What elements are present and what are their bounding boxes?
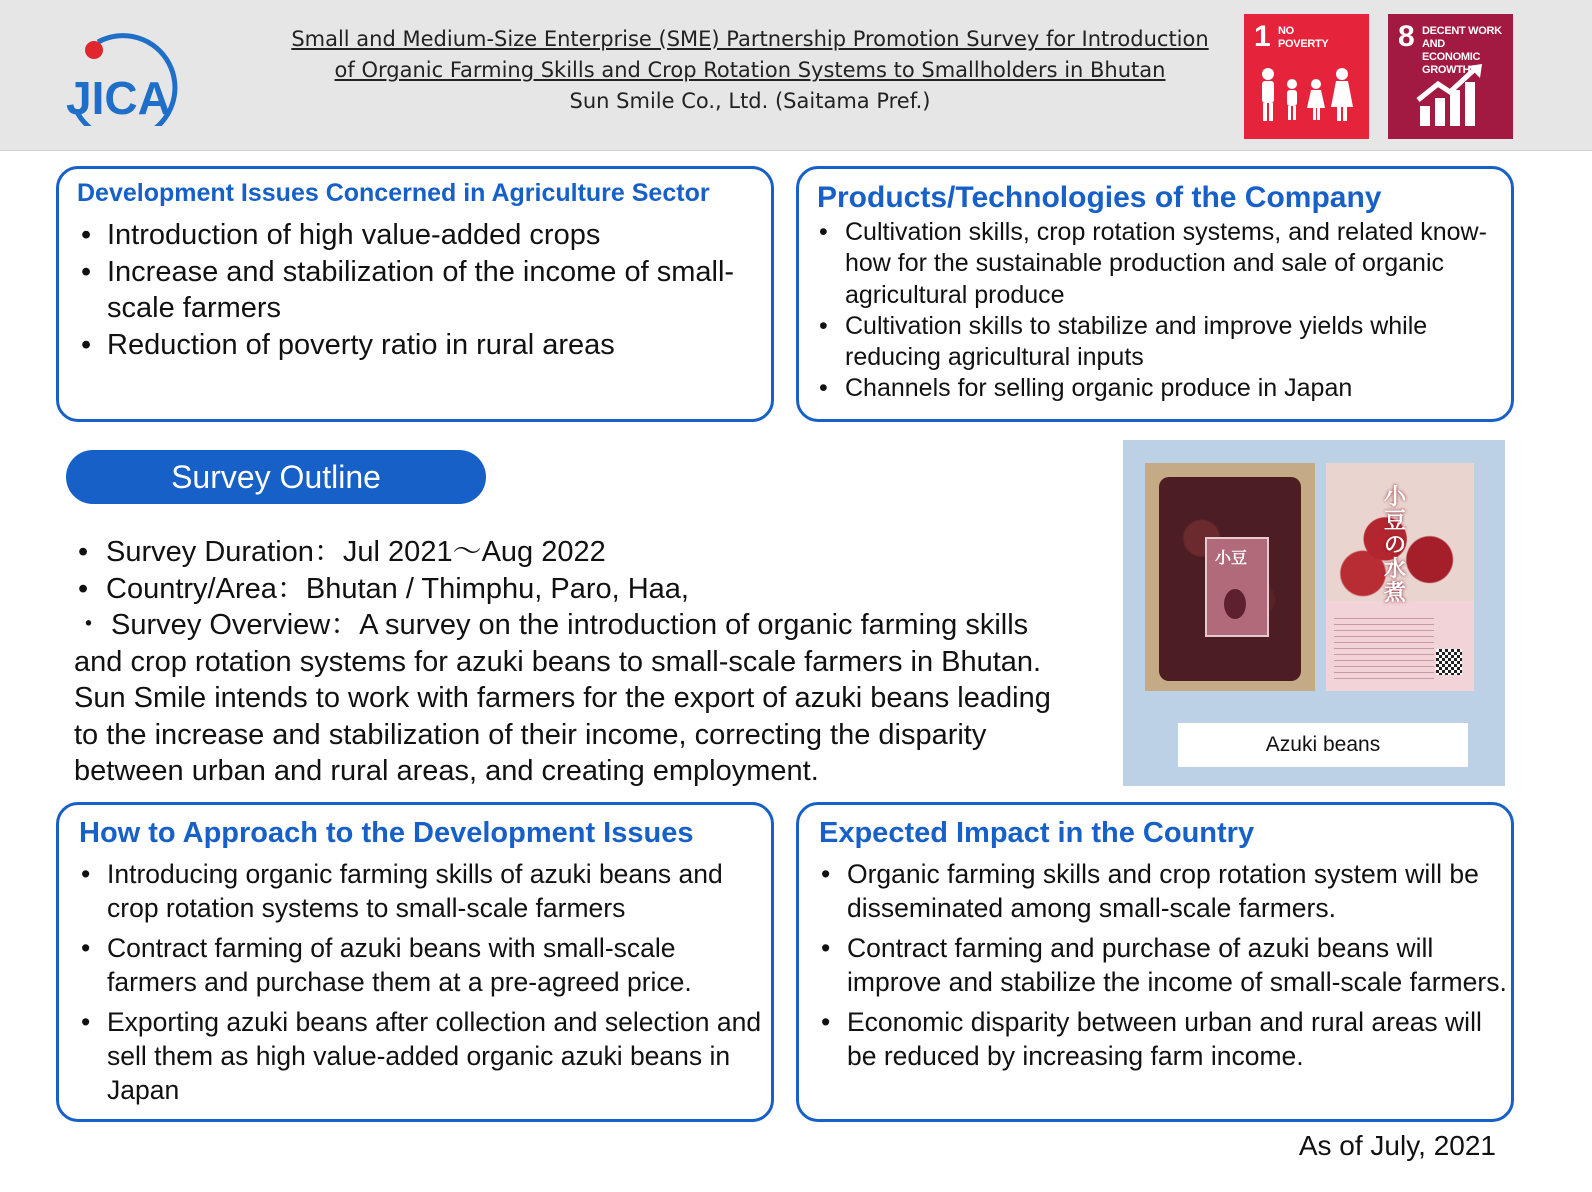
logo-text: JICA — [66, 72, 171, 124]
list-item: • Channels for selling organic produce in Japan — [815, 373, 1495, 404]
survey-overview: ・ Survey Overview：A survey on the introduction of organic farming skills and crop rotation systems for azuki beans to small-scale farmers in Bhutan. Sun Smile intends to work with farmers for the export of azuki beans leading to the increase and stabilization of their income, correcting the disparity between urban and rural areas, and creating employment. — [74, 609, 1051, 787]
as-of-date: As of July, 2021 — [1298, 1130, 1496, 1161]
sdg-goal-1-badge — [1244, 14, 1369, 139]
company-name: Sun Smile Co., Ltd. (Saitama Pref.) — [569, 89, 931, 113]
products-title: Products/Technologies of the Company — [817, 181, 1382, 214]
development-issues-panel — [56, 166, 774, 422]
products-list — [815, 217, 1495, 405]
list-item: • Cultivation skills to stabilize and improve yields while reducing agricultural inputs — [815, 311, 1495, 374]
qr-code-icon — [1436, 649, 1462, 675]
list-item: • Contract farming and purchase of azuki beans will improve and stabilize the income of small-scale farmers. — [817, 931, 1507, 999]
sdg-label: NO POVERTY — [1278, 25, 1329, 50]
list-item: • Introduction of high value-added crops — [77, 217, 757, 254]
list-item: • Economic disparity between urban and rural areas will be reduced by increasing farm income. — [817, 1005, 1507, 1073]
list-item: • Reduction of poverty ratio in rural areas — [77, 327, 757, 364]
approach-panel — [56, 802, 774, 1122]
approach-title: How to Approach to the Development Issues — [79, 817, 694, 849]
survey-country: • Country/Area：Bhutan / Thimphu, Paro, Haa, — [74, 571, 1074, 608]
azuki-bag-image — [1145, 463, 1315, 691]
list-item: • Exporting azuki beans after collection and selection and sell them as high value-added organic azuki beans in Japan — [77, 1005, 767, 1107]
jica-logo — [58, 22, 190, 126]
list-item: • Organic farming skills and crop rotation system will be disseminated among small-scale farmers. — [817, 857, 1507, 925]
title-line-2: of Organic Farming Skills and Crop Rotation Systems to Smallholders in Bhutan — [334, 58, 1166, 82]
expected-impact-panel — [796, 802, 1514, 1122]
list-item: • Contract farming of azuki beans with small-scale farmers and purchase them at a pre-agreed price. — [77, 931, 767, 999]
list-item: • Increase and stabilization of the income of small-scale farmers — [77, 254, 757, 327]
list-item: • Cultivation skills, crop rotation systems, and related know-how for the sustainable production and sale of organic agricultural produce — [815, 217, 1495, 311]
header-banner — [0, 0, 1592, 151]
survey-outline-body — [74, 534, 1074, 790]
card-title-text: 小豆の水煮 — [1384, 484, 1407, 605]
sdg-goal-8-badge — [1388, 14, 1513, 139]
family-icon — [1254, 60, 1359, 130]
sdg-number: 1 — [1254, 20, 1271, 53]
azuki-photo-panel — [1123, 440, 1505, 786]
page-title — [255, 24, 1245, 117]
products-technologies-panel — [796, 166, 1514, 422]
sdg-number: 8 — [1398, 20, 1415, 53]
survey-outline-heading: Survey Outline — [66, 450, 486, 504]
photo-caption: Azuki beans — [1178, 723, 1468, 767]
growth-chart-icon — [1398, 60, 1503, 130]
development-issues-title: Development Issues Concerned in Agriculture Sector — [77, 179, 710, 207]
title-line-1: Small and Medium-Size Enterprise (SME) Partnership Promotion Survey for Introduction — [291, 27, 1209, 51]
approach-list — [77, 857, 767, 1113]
impact-list — [817, 857, 1507, 1079]
development-issues-list — [77, 217, 757, 363]
list-item: • Introducing organic farming skills of azuki beans and crop rotation systems to small-scale farmers — [77, 857, 767, 925]
sdg-label: DECENT WORK AND ECONOMIC GROWTH — [1422, 25, 1502, 76]
survey-duration: • Survey Duration：Jul 2021～Aug 2022 — [74, 534, 1074, 571]
bag-label-text: 小豆 — [1215, 550, 1248, 567]
impact-title: Expected Impact in the Country — [819, 817, 1255, 849]
azuki-product-card-image — [1326, 463, 1474, 691]
